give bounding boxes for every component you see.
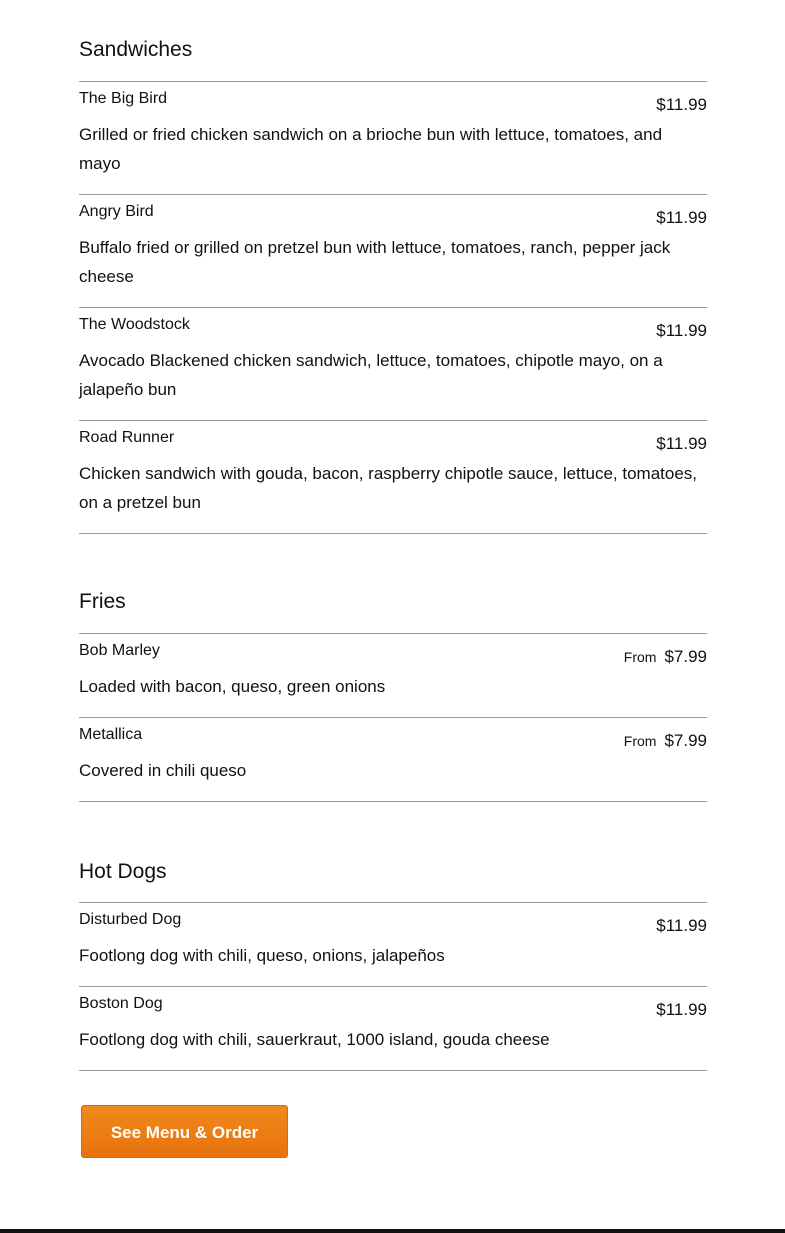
section-fries — [79, 589, 707, 802]
menu-item — [79, 308, 707, 421]
item-name: Disturbed Dog — [79, 911, 182, 928]
item-description: Avocado Blackened chicken sandwich, lettuce, tomatoes, chipotle mayo, on a jalapeño bun — [79, 351, 663, 399]
item-price-value: $11.99 — [656, 95, 707, 114]
menu-item — [79, 634, 707, 718]
item-price — [624, 731, 707, 751]
section-title: Hot Dogs — [79, 860, 167, 883]
item-description: Chicken sandwich with gouda, bacon, raspberry chipotle sauce, lettuce, tomatoes, on a pretzel bun — [79, 464, 698, 512]
see-menu-order-button[interactable]: See Menu & Order — [81, 1105, 288, 1158]
section-title: Fries — [79, 590, 126, 613]
item-price — [656, 208, 707, 228]
item-price — [624, 647, 707, 667]
item-description: Covered in chili queso — [79, 761, 247, 780]
section-sandwiches — [79, 37, 707, 534]
footer-divider — [0, 1229, 785, 1233]
item-name: Metallica — [79, 726, 143, 743]
item-price-value: $7.99 — [664, 647, 707, 666]
item-price-value: $11.99 — [656, 1000, 707, 1019]
item-description: Loaded with bacon, queso, green onions — [79, 677, 386, 696]
menu-item — [79, 82, 707, 195]
item-name: The Big Bird — [79, 90, 168, 107]
item-price — [656, 434, 707, 454]
item-description: Grilled or fried chicken sandwich on a brioche bun with lettuce, tomatoes, and mayo — [79, 125, 663, 173]
item-price — [656, 916, 707, 936]
menu-list — [79, 902, 707, 1071]
menu-item — [79, 421, 707, 534]
item-price-value: $7.99 — [664, 731, 707, 750]
item-price-value: $11.99 — [656, 321, 707, 340]
item-price — [656, 1000, 707, 1020]
price-prefix: From — [623, 733, 657, 749]
item-name: Angry Bird — [79, 203, 154, 220]
section-title: Sandwiches — [79, 38, 193, 61]
item-description: Footlong dog with chili, sauerkraut, 1000 island, gouda cheese — [79, 1030, 550, 1049]
menu-item — [79, 195, 707, 308]
item-name: Bob Marley — [79, 642, 160, 659]
item-price-value: $11.99 — [656, 434, 707, 453]
menu-item — [79, 718, 707, 802]
menu-list — [79, 81, 707, 534]
section-hot-dogs — [79, 859, 707, 1071]
price-prefix: From — [623, 649, 657, 665]
menu-list — [79, 633, 707, 802]
item-price — [656, 95, 707, 115]
item-name: Road Runner — [79, 429, 175, 446]
menu-item — [79, 987, 707, 1071]
item-price — [656, 321, 707, 341]
item-description: Footlong dog with chili, queso, onions, jalapeños — [79, 946, 445, 965]
menu-item — [79, 903, 707, 987]
item-description: Buffalo fried or grilled on pretzel bun with lettuce, tomatoes, ranch, pepper jack cheese — [79, 238, 671, 286]
item-name: Boston Dog — [79, 995, 163, 1012]
item-name: The Woodstock — [79, 316, 190, 333]
item-price-value: $11.99 — [656, 208, 707, 227]
item-price-value: $11.99 — [656, 916, 707, 935]
